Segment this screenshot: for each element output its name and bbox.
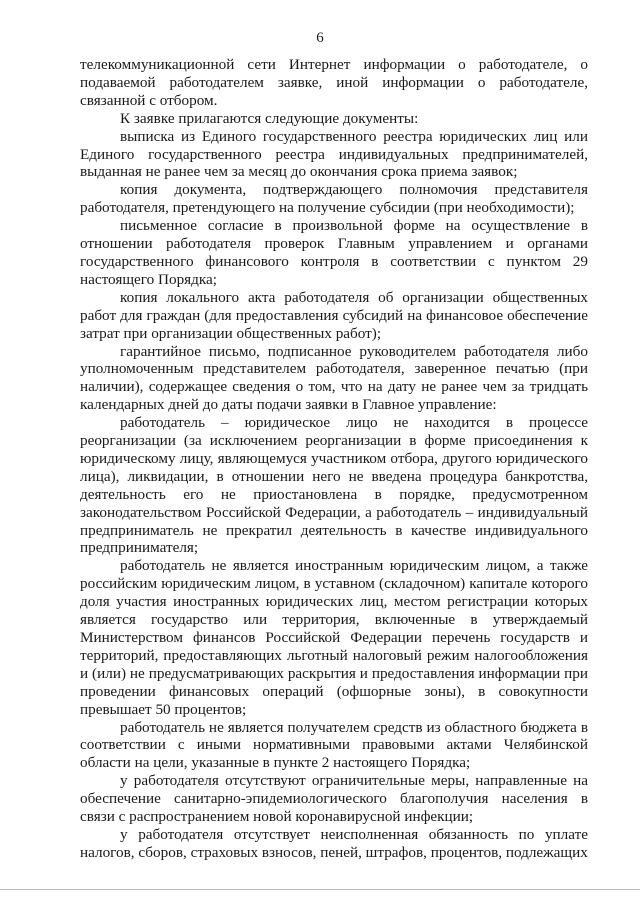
paragraph-local-act-copy: копия локального акта работодателя об организации общественных работ для граждан (для предоставления субсидий на финансовое обеспечение затрат при организации общественных работ); bbox=[80, 288, 588, 342]
paragraph-foreign-entity: работодатель не является иностранным юридическим лицом, а также российским юридическим лицом, в уставном (складочном) капитале которого доля участия иностранных юридических лиц, местом регистрации которых является государство или территория, включенные в утверждаемый Министерством финансов Российской Федерации перечень государств и территорий, предоставляющих льготный налоговый режим налогообложения и (или) не предусматривающих раскрытия и предоставления информации при проведении финансовых операций (офшорные зоны), в совокупности превышает 50 процентов; bbox=[80, 557, 588, 718]
paragraph-tax-obligations: у работодателя отсутствует неисполненная обязанность по уплате налогов, сборов, страховых взносов, пеней, штрафов, процентов, подлежащих bbox=[80, 825, 588, 861]
paragraph-written-consent: письменное согласие в произвольной форме на осуществление в отношении работодателя проверок Главным управлением и органами государственного финансового контроля в соответствии с пунктом 29 настоящего Порядка; bbox=[80, 217, 588, 288]
paragraph-budget-funds: работодатель не является получателем средств из областного бюджета в соответствии с иными нормативными правовыми актами Челябинской области на цели, указанные в пункте 2 настоящего Порядка; bbox=[80, 718, 588, 772]
paragraph-documents-intro: К заявке прилагаются следующие документы: bbox=[120, 109, 419, 127]
page-number: 6 bbox=[316, 30, 324, 46]
paragraph-reorganization: работодатель – юридическое лицо не находится в процессе реорганизации (за исключением реорганизации в форме присоединения к юридическому лицу, являющемуся участником отбора, другого юридического лица), ликвидации, в отношении него не введена процедура банкротства, деятельность его не приостановлена в порядке, предусмотренном законодательством Российской Федерации, а работодатель – индивидуальный предприниматель не прекратил деятельность в качестве индивидуального предпринимателя; bbox=[80, 414, 588, 557]
document-body bbox=[80, 56, 588, 862]
paragraph-continuation: телекоммуникационной сети Интернет информации о работодателе, о подаваемой работодателем заявке, иной информации о работодателе, связанной с отбором. bbox=[80, 56, 588, 109]
paragraph-guarantee-letter: гарантийное письмо, подписанное руководителем работодателя либо уполномоченным представителем работодателя, заверенное печатью (при наличии), содержащее сведения о том, что на дату не ранее чем за тридцать календарных дней до даты подачи заявки в Главное управление: bbox=[80, 342, 588, 414]
paragraph-registry-extract: выписка из Единого государственного реестра юридических лиц или Единого государственного реестра индивидуальных предпринимателей, выданная не ранее чем за месяц до окончания срока приема заявок; bbox=[80, 127, 588, 181]
paragraph-restrictive-measures: у работодателя отсутствуют ограничительные меры, направленные на обеспечение санитарно-эпидемиологического благополучия населения в связи с распространением новой коронавирусной инфекции; bbox=[80, 772, 588, 826]
paragraph-authority-copy: копия документа, подтверждающего полномочия представителя работодателя, претендующего на получение субсидии (при необходимости); bbox=[80, 181, 588, 217]
page-bottom-divider bbox=[0, 889, 640, 890]
